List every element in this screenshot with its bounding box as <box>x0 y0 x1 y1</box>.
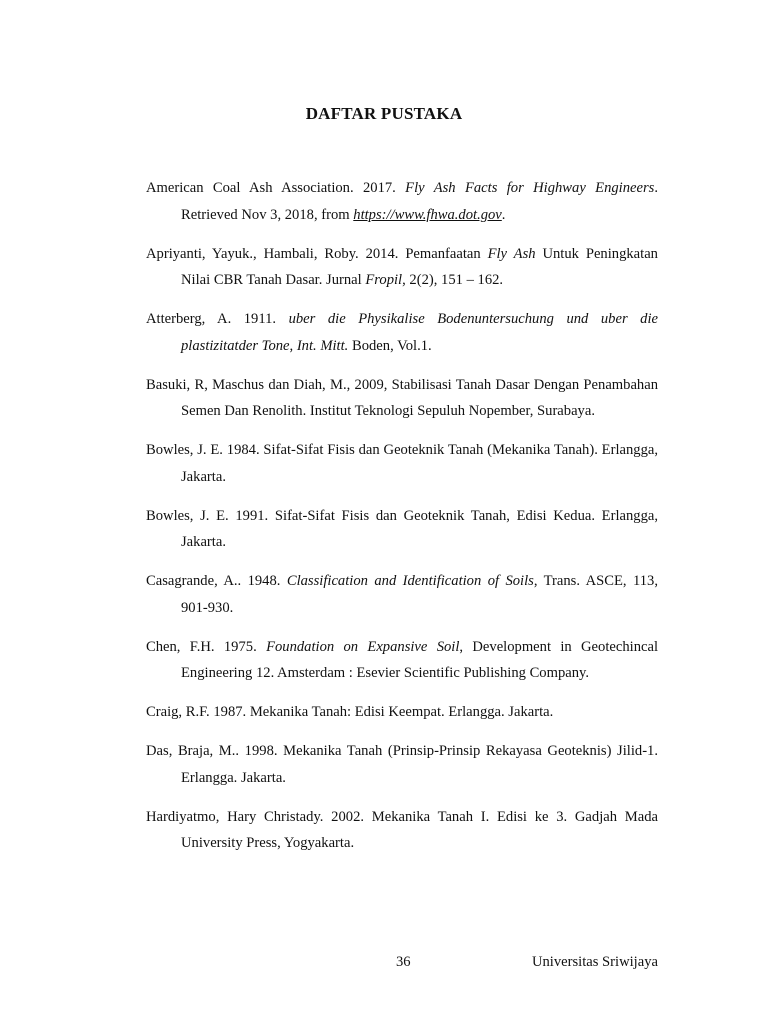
reference-list <box>146 175 658 869</box>
reference-title: uber die Physikalise Bodenuntersuchung und uber die plastizitatder Tone, Int. Mitt. <box>181 311 658 354</box>
page-title: DAFTAR PUSTAKA <box>305 104 463 123</box>
reference-journal: Fropil <box>365 272 403 288</box>
reference-item: Basuki, R, Maschus dan Diah, M., 2009, Stabilisasi Tanah Dasar Dengan Penambahan Semen Dan Renolith. Institut Teknologi Sepuluh Nopember, Surabaya. <box>146 376 658 419</box>
reference-item: Bowles, J. E. 1991. Sifat-Sifat Fisis dan Geoteknik Tanah, Edisi Kedua. Erlangga, Jakarta. <box>146 507 658 550</box>
reference-title: Foundation on Expansive Soil <box>266 638 460 655</box>
reference-item: Atterberg, A. 1911. uber die Physikalise Bodenuntersuchung und uber die plastizitatder Tone, Int. Mitt. Boden, Vol.1. <box>146 311 658 354</box>
reference-item: Casagrande, A.. 1948. Classification and Identification of Soils, Trans. ASCE, 113, 901-930. <box>146 573 658 616</box>
reference-item: Craig, R.F. 1987. Mekanika Tanah: Edisi Keempat. Erlangga. Jakarta. <box>146 704 554 720</box>
reference-title: Fly Ash Facts for Highway Engineers <box>405 180 655 196</box>
reference-item: Bowles, J. E. 1984. Sifat-Sifat Fisis dan Geoteknik Tanah (Mekanika Tanah). Erlangga, Jakarta. <box>146 442 658 485</box>
reference-item: Apriyanti, Yayuk., Hambali, Roby. 2014. Pemanfaatan Fly Ash Untuk Peningkatan Nilai CBR Tanah Dasar. Jurnal Fropil, 2(2), 151 – 162. <box>146 245 658 288</box>
reference-item: Chen, F.H. 1975. Foundation on Expansive Soil, Development in Geotechincal Engineering 12. Amsterdam : Esevier Scientific Publishing Company. <box>146 638 658 681</box>
reference-link[interactable]: https://www.fhwa.dot.gov <box>353 206 502 223</box>
page-number: 36 <box>396 954 411 970</box>
reference-title: Classification and Identification of Soils <box>286 573 534 589</box>
reference-item: Hardiyatmo, Hary Christady. 2002. Mekanika Tanah I. Edisi ke 3. Gadjah Mada University Press, Yogyakarta. <box>146 808 658 851</box>
footer-university: Universitas Sriwijaya <box>531 954 658 970</box>
reference-item: American Coal Ash Association. 2017. Fly Ash Facts for Highway Engineers. Retrieved Nov 3, 2018, from https://www.fhwa.dot.gov. <box>146 180 658 223</box>
reference-title: Fly Ash <box>487 245 536 262</box>
reference-item: Das, Braja, M.. 1998. Mekanika Tanah (Prinsip-Prinsip Rekayasa Geoteknis) Jilid-1. Erlangga. Jakarta. <box>146 743 658 786</box>
